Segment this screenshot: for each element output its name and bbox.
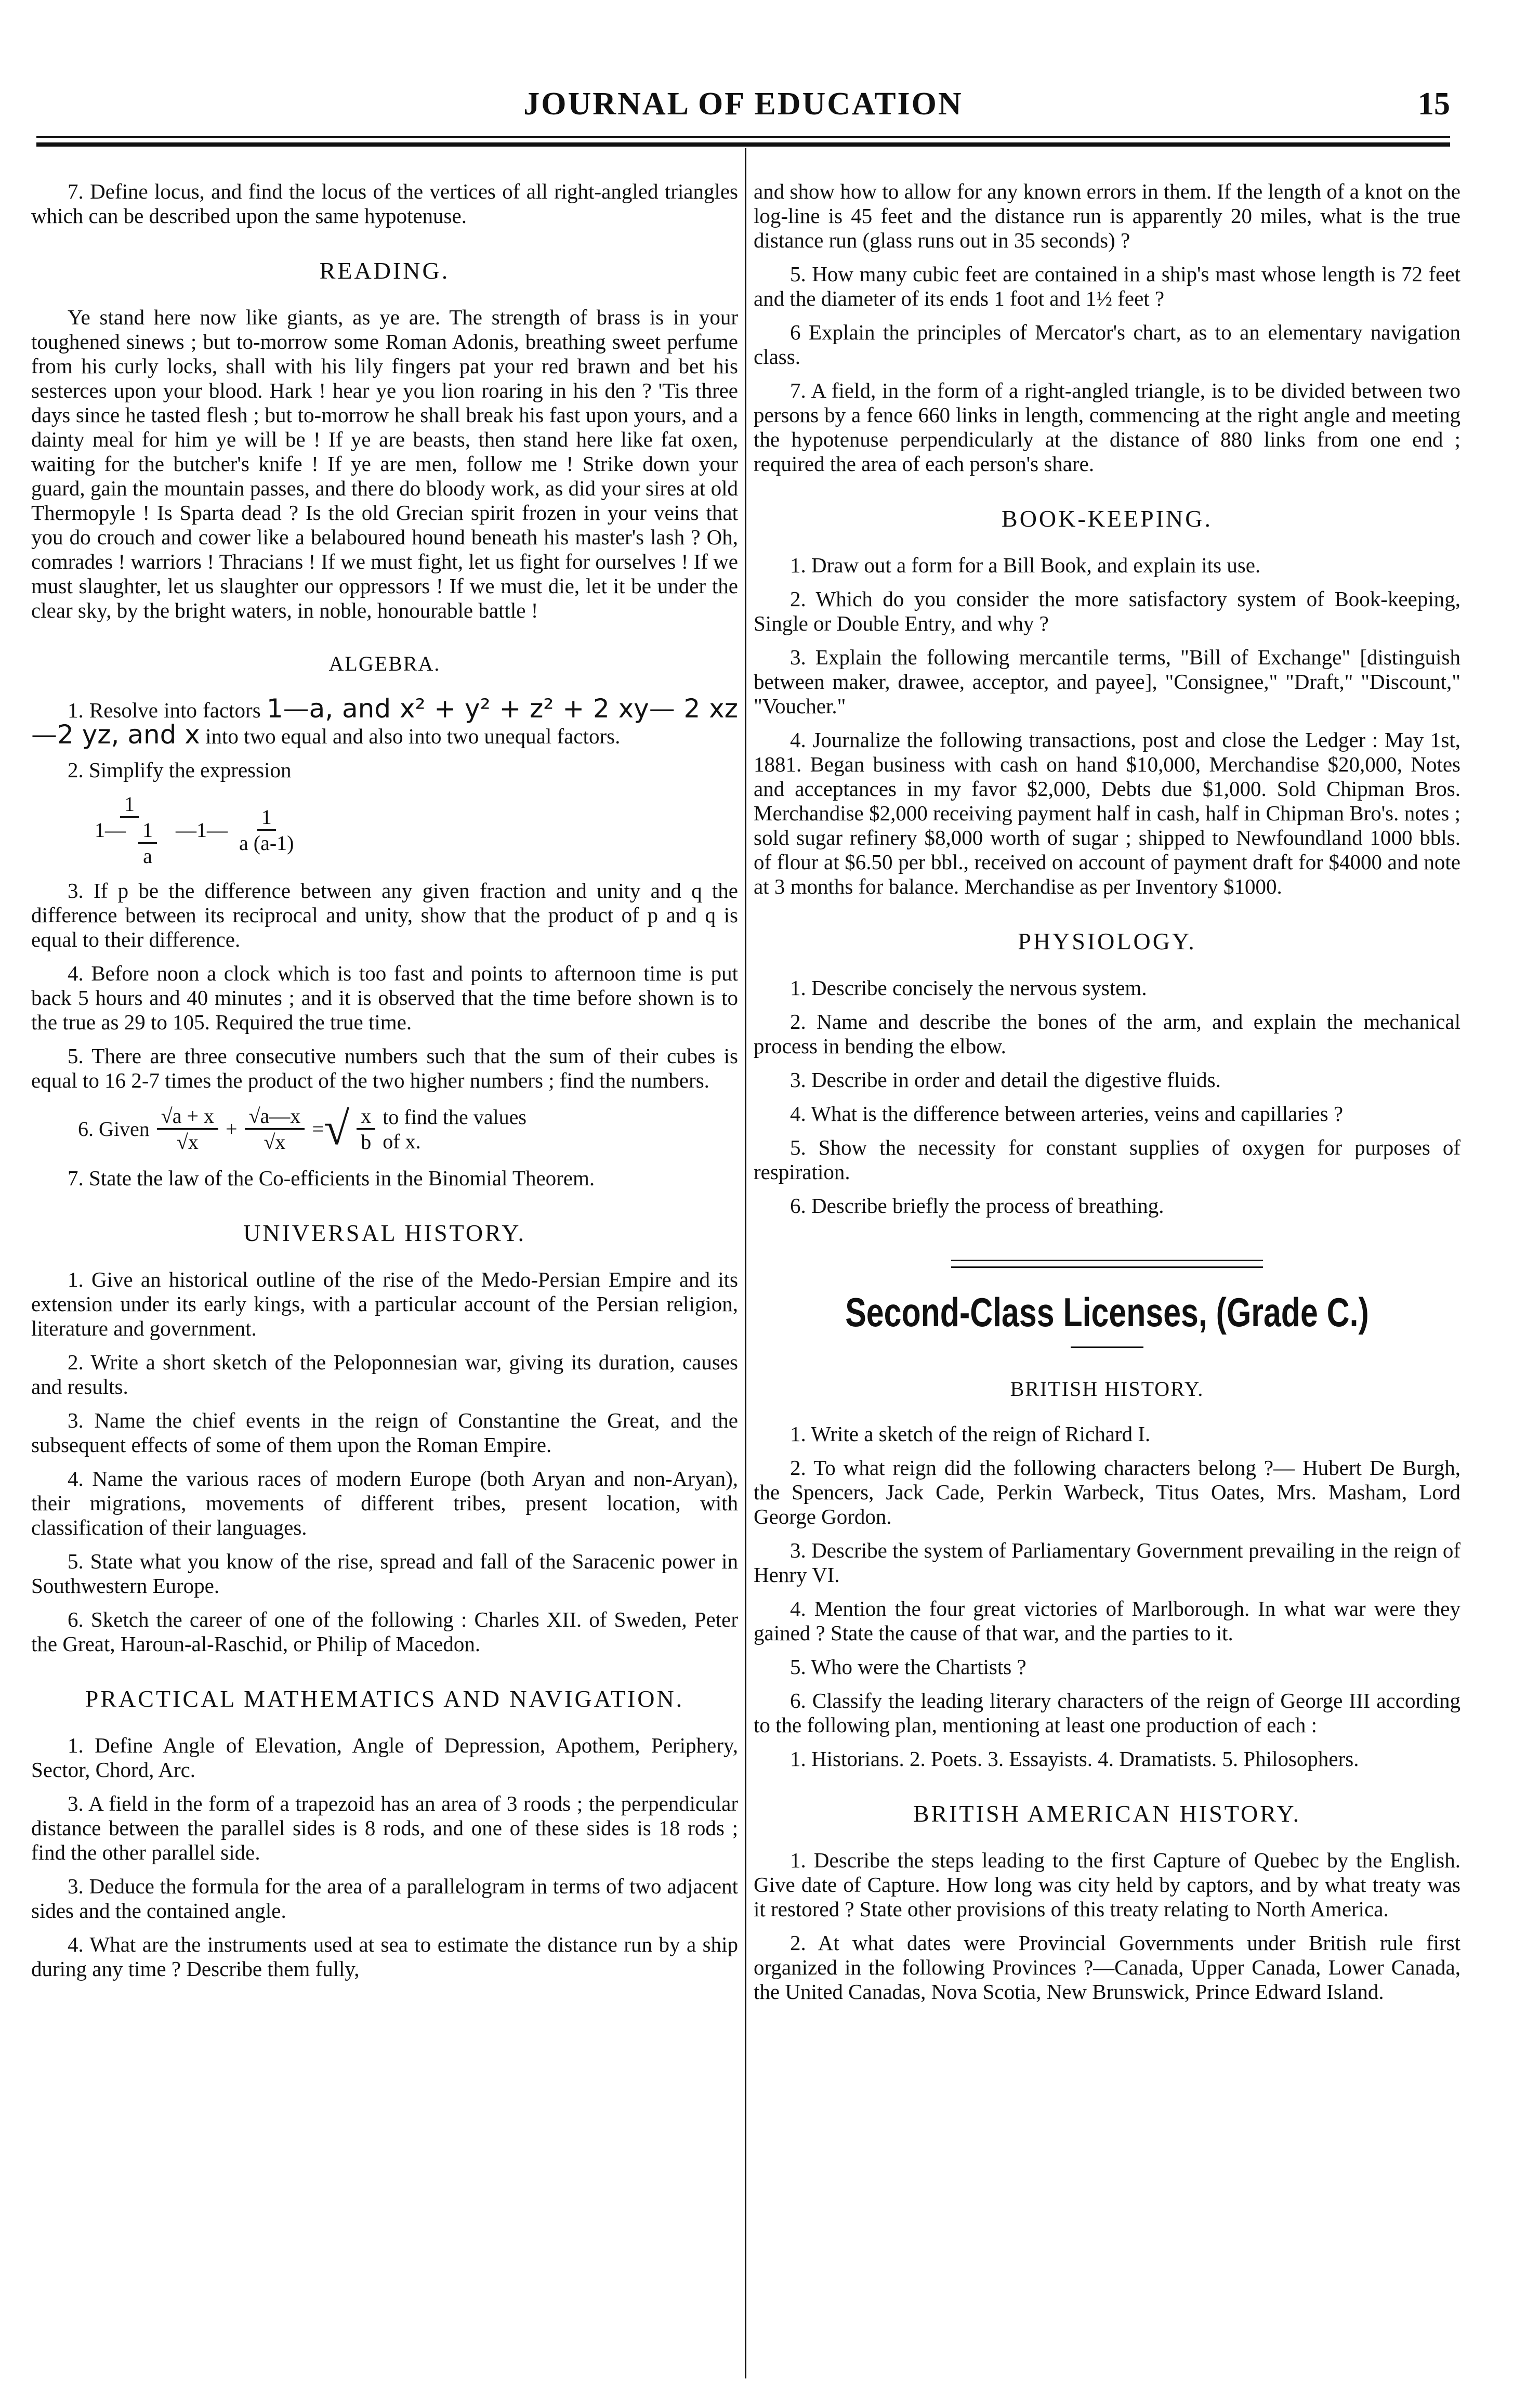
bh-question-1: 1. Write a sketch of the reign of Richard I.: [790, 1422, 1151, 1446]
frac-lead: 1—: [95, 818, 126, 842]
bk-question-2: 2. Which do you consider the more satisfactory system of Book-keeping, Single or Double Entry, and why ?: [754, 587, 1460, 635]
pm-question-5: 5. How many cubic feet are contained in a ship's mast whose length is 72 feet and the diameter of its ends 1 foot and 1½ feet ?: [754, 262, 1460, 310]
left-column: [31, 179, 738, 1991]
reading-heading: READING.: [319, 257, 450, 284]
uh-question-1: 1. Give an historical outline of the rise of the Medo-Persian Empire and its extension under its early kings, with a particular account of the Persian religion, literature and government.: [31, 1267, 738, 1340]
ph-question-3: 3. Describe in order and detail the digestive fluids.: [790, 1068, 1221, 1092]
pm-question-7: 7. A field, in the form of a right-angled triangle, is to be divided between two persons by a fence 660 links in length, commencing at the right angle and meeting the hypotenuse perpendicularly at the distance of 880 links from one end ; required the area of each person's share.: [754, 378, 1460, 476]
algebra-question-5: 5. There are three consecutive numbers such that the sum of their cubes is equal to 16 2-7 times the product of the two higher numbers ; find the numbers.: [31, 1044, 738, 1092]
ph-question-1: 1. Describe concisely the nervous system.: [790, 976, 1147, 1000]
bah-question-1: 1. Describe the steps leading to the first Capture of Quebec by the English. Give date of Capture. How long was city held by captors, and by what treaty was it restored ? State other provisions of this treaty relating to North America.: [754, 1848, 1460, 1921]
bh-question-4: 4. Mention the four great victories of Marlborough. In what war were they gained ? State the cause of that war, and the parties to it.: [754, 1597, 1460, 1645]
given-label: 6. Given: [78, 1117, 150, 1141]
given-den-2: √x: [264, 1130, 286, 1154]
right-column: [754, 179, 1460, 2013]
radical-sign: √: [323, 1103, 350, 1155]
second-class-licenses-heading: Second-Class Licenses, (Grade C.): [845, 1289, 1369, 1335]
algebra-question-7: 7. State the law of the Co-efficients in the Binomial Theorem.: [68, 1166, 595, 1190]
geometry-question-7: 7. Define locus, and find the locus of the vertices of all right-angled triangles which can be described upon the same hypotenuse.: [31, 179, 738, 228]
algebra-question-2: 2. Simplify the expression: [68, 758, 292, 782]
british-american-history-heading: BRITISH AMERICAN HISTORY.: [913, 1800, 1301, 1827]
given-equals: =: [312, 1117, 324, 1141]
header-rule: [36, 136, 1450, 138]
uh-question-6: 6. Sketch the career of one of the following : Charles XII. of Sweden, Peter the Great, Haroun-al-Raschid, or Philip of Macedon.: [31, 1607, 738, 1656]
practical-mathematics-heading: PRACTICAL MATHEMATICS AND NAVIGATION.: [85, 1685, 685, 1712]
bk-question-1: 1. Draw out a form for a Bill Book, and explain its use.: [790, 553, 1261, 577]
given-plus: +: [226, 1117, 238, 1141]
pm-question-3: 3. Deduce the formula for the area of a parallelogram in terms of two adjacent sides and the contained angle.: [31, 1874, 738, 1923]
bah-question-2: 2. At what dates were Provincial Governments under British rule first organized in the following Provinces ?—Canada, Upper Canada, Lower Canada, the United Canadas, Nova Scotia, New Brunswick, Prince Edward Island.: [754, 1931, 1460, 2004]
bh-question-5: 5. Who were the Chartists ?: [790, 1655, 1026, 1679]
frac-denominator: [90, 818, 168, 868]
reading-passage: Ye stand here now like giants, as ye are. The strength of brass is in your toughened sinews ; but to-morrow some Roman Adonis, breathing sweet perfume from his curly locks, shall with his lily fingers pat your red brawn and bet his sesterces upon your blood. Hark ! hear ye you lion roaring in his den ? 'Tis three days since he tasted flesh ; but to-morrow he shall break his fast upon yours, and a dainty meal for him ye will be ! If ye are beasts, then stand here like fat oxen, waiting for the butcher's knife ! If ye are men, follow me ! Strike down your guard, gain the mountain passes, and there do bloody work, as did your sires at old Thermopyle ! Is Sparta dead ? Is the old Grecian spirit frozen in your veins that you do crouch and cower like a belaboured hound beneath his master's lash ? Oh, comrades ! warriors ! Thracians ! If we must fight, let us fight for ourselves ! If we must slaughter, let us slaughter our oppressors ! If we must die, let it be under the clear sky, by the bright waters, in noble, honourable battle !: [31, 305, 738, 622]
header-rule-thick: [36, 142, 1450, 147]
bk-question-4: 4. Journalize the following transactions, post and close the Ledger : May 1st, 1881. Began business with cash on hand $10,000, Merchandise $20,000, Notes and acceptances in my favor $2,000, Debts due $1,000. Sold Chipman Bros. Merchandise $2,000 receiving payment half in cash, half in Chipman Bro's. notes ; sold sugar refinery $8,000 worth of sugar ; shipped to Newfoundland 1000 bbls. of flour at $6.50 per bbl., received on account of payment draft for $4000 and note at 3 months for balance. Merchandise as per Inventory $1000.: [754, 728, 1460, 898]
universal-history-heading: UNIVERSAL HISTORY.: [243, 1220, 526, 1246]
bh-question-2: 2. To what reign did the following characters belong ?— Hubert De Burgh, the Spencers, Jack Cade, Perkin Warbeck, Titus Oates, Mrs. Masham, Lord George Gordon.: [754, 1456, 1460, 1528]
given-frac-1: [157, 1104, 218, 1154]
given-num-1: √a + x: [157, 1104, 218, 1130]
journal-title: JOURNAL OF EDUCATION: [523, 86, 963, 122]
algebra-question-4: 4. Before noon a clock which is too fast and points to afternoon time is put back 5 hours and 40 minutes ; and it is observed that the time before shown is to the true as 29 to 105. Required the true time.: [31, 961, 738, 1034]
ph-question-4: 4. What is the difference between arteries, veins and capillaries ?: [790, 1102, 1344, 1126]
book-keeping-heading: BOOK-KEEPING.: [1002, 505, 1213, 532]
inner-numerator: 1: [138, 818, 157, 844]
bh-question-3: 3. Describe the system of Parliamentary Government prevailing in the reign of Henry VI.: [754, 1538, 1460, 1587]
inner-denominator: a: [143, 844, 152, 868]
ph-question-5: 5. Show the necessity for constant supplies of oxygen for purposes of respiration.: [754, 1135, 1460, 1184]
pm-question-1: 1. Define Angle of Elevation, Angle of Depression, Apothem, Periphery, Sector, Chord, Arc.: [31, 1733, 738, 1782]
uh-question-4: 4. Name the various races of modern Europe (both Aryan and non-Aryan), their migrations, movements of different tribes, present location, with classification of their languages.: [31, 1467, 738, 1539]
pm-question-4: 4. What are the instruments used at sea to estimate the distance run by a ship during any time ? Describe them fully,: [31, 1932, 738, 1981]
algebra-heading: ALGEBRA.: [328, 652, 441, 675]
bh-question-6: 6. Classify the leading literary characters of the reign of George III according to the following plan, mentioning at least one production of each :: [754, 1689, 1460, 1737]
pm-question-2: 3. A field in the form of a trapezoid has an area of 3 roods ; the perpendicular distance between the parallel sides is 8 rods, and one of these sides is 18 rods ; find the other parallel side.: [31, 1792, 738, 1864]
algebra-question-1: [31, 694, 739, 750]
column-divider: [745, 148, 746, 2378]
british-history-heading: BRITISH HISTORY.: [1010, 1377, 1204, 1401]
given-num-2: √a—x: [245, 1104, 305, 1130]
page-number: 15: [1418, 86, 1450, 122]
right-denominator: a (a-1): [239, 831, 294, 855]
alg1-expression: 1—a, and x² + y² + z² + 2 xy— 2 xz—2 yz, and x: [31, 694, 739, 750]
page-header: [36, 78, 1450, 135]
uh-question-5: 5. State what you know of the rise, spread and fall of the Saracenic power in Southwestern Europe.: [31, 1549, 738, 1598]
minus-one: —1—: [176, 818, 228, 842]
complex-fraction: [90, 792, 168, 868]
short-rule: [1071, 1346, 1143, 1348]
right-fraction: [235, 805, 298, 855]
physiology-heading: PHYSIOLOGY.: [1018, 928, 1196, 954]
given-frac-2: [245, 1104, 305, 1154]
ph-question-2: 2. Name and describe the bones of the arm, and explain the mechanical process in bending the elbow.: [754, 1010, 1460, 1058]
given-frac-3: [357, 1104, 375, 1154]
bh-question-6-list: 1. Historians. 2. Poets. 3. Essayists. 4. Dramatists. 5. Philosophers.: [790, 1747, 1359, 1771]
simplify-expression: [83, 792, 738, 868]
section-double-rule: [951, 1260, 1263, 1268]
uh-question-3: 3. Name the chief events in the reign of Constantine the Great, and the subsequent effects of some of them upon the Roman Empire.: [31, 1408, 738, 1457]
inner-fraction: [138, 818, 157, 868]
alg1-rest: into two equal and also into two unequal factors.: [205, 724, 621, 748]
given-equation: [78, 1102, 738, 1156]
given-tail: to find the values of x.: [383, 1105, 527, 1153]
algebra-question-3: 3. If p be the difference between any given fraction and unity and q the difference between its reciprocal and unity, show that the product of p and q is equal to their difference.: [31, 879, 738, 951]
bk-question-3: 3. Explain the following mercantile terms, "Bill of Exchange" [distinguish between maker, drawee, acceptor, and payee], "Consignee," "Draft," "Discount," "Voucher.": [754, 645, 1460, 718]
uh-question-2: 2. Write a short sketch of the Peloponnesian war, giving its duration, causes and results.: [31, 1350, 738, 1398]
given-den-1: √x: [176, 1130, 199, 1154]
pm-question-6: 6 Explain the principles of Mercator's chart, as to an elementary navigation class.: [754, 320, 1460, 369]
pm-question-4-continued: and show how to allow for any known errors in them. If the length of a knot on the log-line is 45 feet and the distance run is apparently 20 miles, what is the true distance run (glass runs out in 35 seconds) ?: [754, 179, 1460, 252]
alg1-intro: 1. Resolve into factors: [68, 698, 261, 722]
ph-question-6: 6. Describe briefly the process of breathing.: [790, 1194, 1164, 1218]
right-numerator: 1: [257, 805, 276, 831]
given-num-3: x: [357, 1104, 375, 1130]
given-den-3: b: [361, 1130, 372, 1154]
frac-numerator: 1: [120, 792, 139, 818]
